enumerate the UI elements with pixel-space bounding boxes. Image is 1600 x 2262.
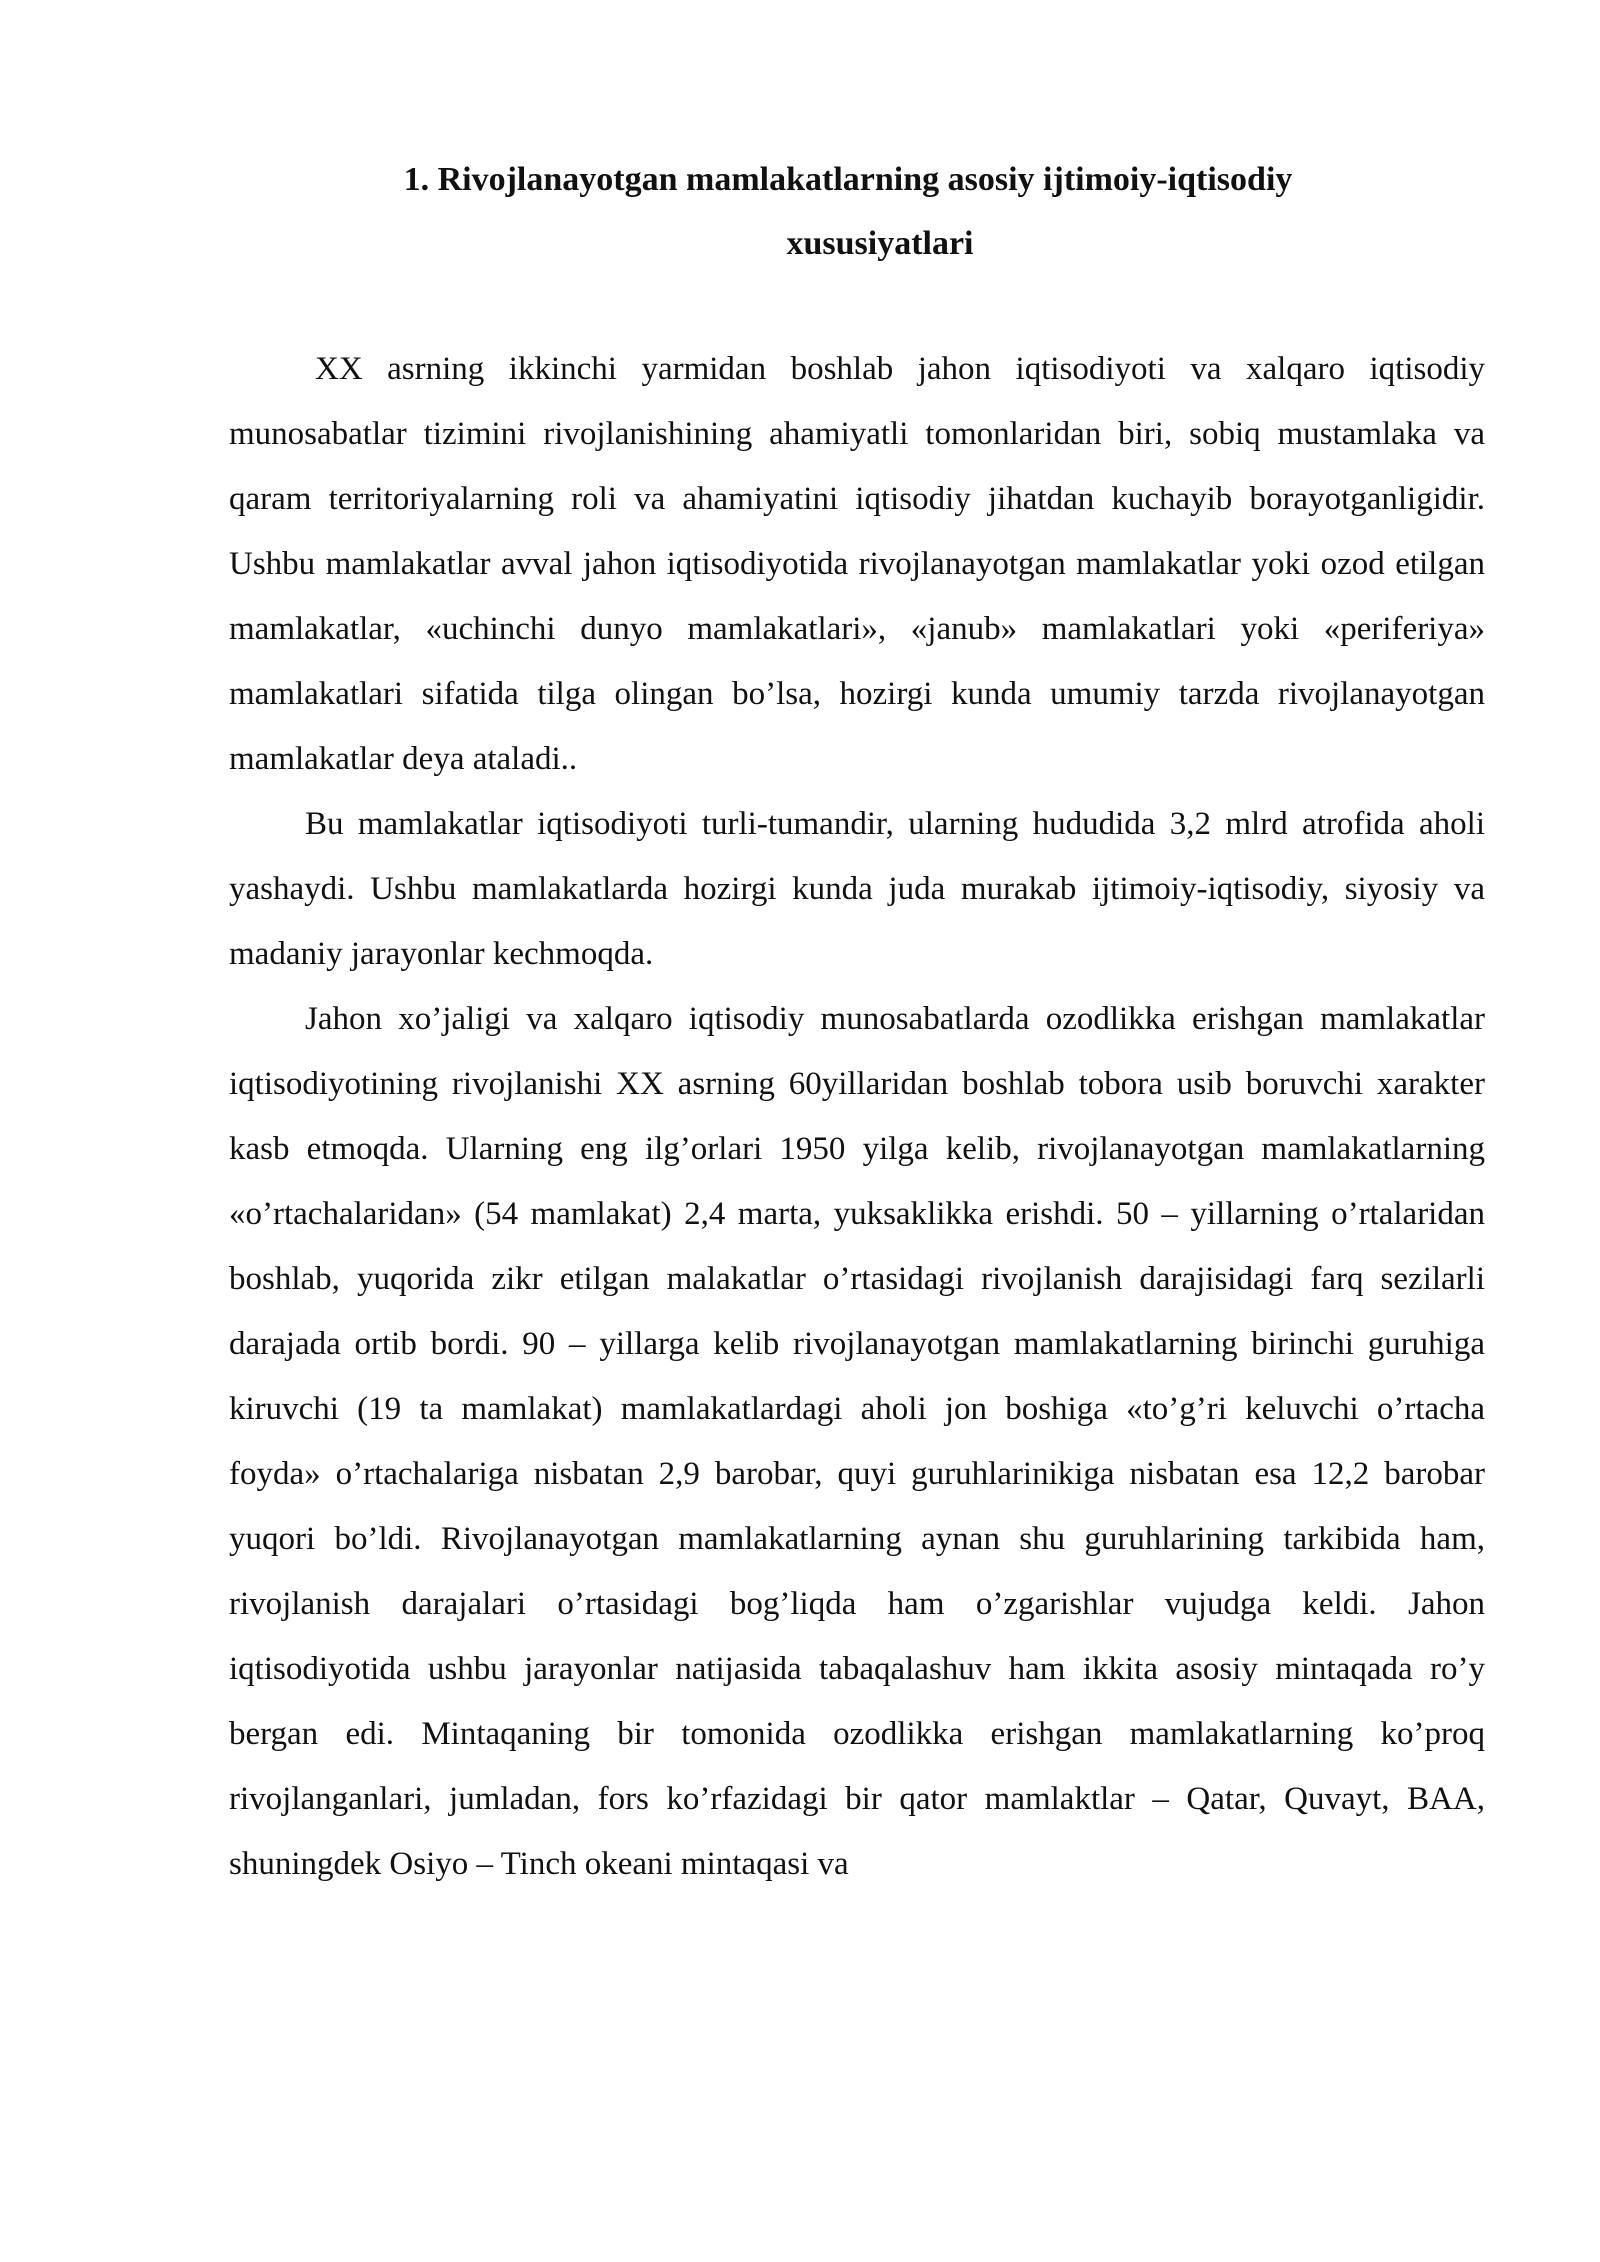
- document-body: [229, 337, 1485, 1897]
- page-title: [300, 148, 1600, 276]
- paragraph-1: XX asrning ikkinchi yarmidan boshlab jahon iqtisodiyoti va xalqaro iqtisodiy munosabatlar tizimini rivojlanishining ahamiyatli tomonlaridan biri, sobiq mustamlaka va qaram territoriyalarning roli va ahamiyatini iqtisodiy jihatdan kuchayib borayotganligidir. Ushbu mamlakatlar avval jahon iqtisodiyotida rivojlanayotgan mamlakatlar yoki ozod etilgan mamlakatlar, «uchinchi dunyo mamlakatlari», «janub» mamlakatlari yoki «periferiya» mamlakatlari sifatida tilga olingan bo’lsa, hozirgi kunda umumiy tarzda rivojlanayotgan mamlakatlar deya ataladi..: [229, 351, 1485, 777]
- paragraph-2: Bu mamlakatlar iqtisodiyoti turli-tumandir, ularning hududida 3,2 mlrd atrofida aholi yashaydi. Ushbu mamlakatlarda hozirgi kunda juda murakab ijtimoiy-iqtisodiy, siyosiy va madaniy jarayonlar kechmoqda.: [229, 806, 1485, 972]
- title-line-2: xususiyatlari: [786, 225, 974, 262]
- title-line-1: 1. Rivojlanayotgan mamlakatlarning asosiy ijtimoiy-iqtisodiy: [403, 161, 1293, 198]
- paragraph-3: Jahon xo’jaligi va xalqaro iqtisodiy munosabatlarda ozodlikka erishgan mamlakatlar iqtisodiyotining rivojlanishi XX asrning 60yillaridan boshlab tobora usib boruvchi xarakter kasb etmoqda. Ularning eng ilg’orlari 1950 yilga kelib, rivojlanayotgan mamlakatlarning «o’rtachalaridan» (54 mamlakat) 2,4 marta, yuksaklikka erishdi. 50 – yillarning o’rtalaridan boshlab, yuqorida zikr etilgan malakatlar o’rtasidagi rivojlanish darajisidagi farq sezilarli darajada ortib bordi. 90 – yillarga kelib rivojlanayotgan mamlakatlarning birinchi guruhiga kiruvchi (19 ta mamlakat) mamlakatlardagi aholi jon boshiga «to’g’ri keluvchi o’rtacha foyda» o’rtachalariga nisbatan 2,9 barobar, quyi guruhlarinikiga nisbatan esa 12,2 barobar yuqori bo’ldi. Rivojlanayotgan mamlakatlarning aynan shu guruhlarining tarkibida ham, rivojlanish darajalari o’rtasidagi bog’liqda ham o’zgarishlar vujudga keldi. Jahon iqtisodiyotida ushbu jarayonlar natijasida tabaqalashuv ham ikkita asosiy mintaqada ro’y bergan edi. Mintaqaning bir tomonida ozodlikka erishgan mamlakatlarning ko’proq rivojlanganlari, jumladan, fors ko’rfazidagi bir qator mamlaktlar – Qatar, Quvayt, BAA, shuningdek Osiyo – Tinch okeani mintaqasi va: [229, 1001, 1485, 1882]
